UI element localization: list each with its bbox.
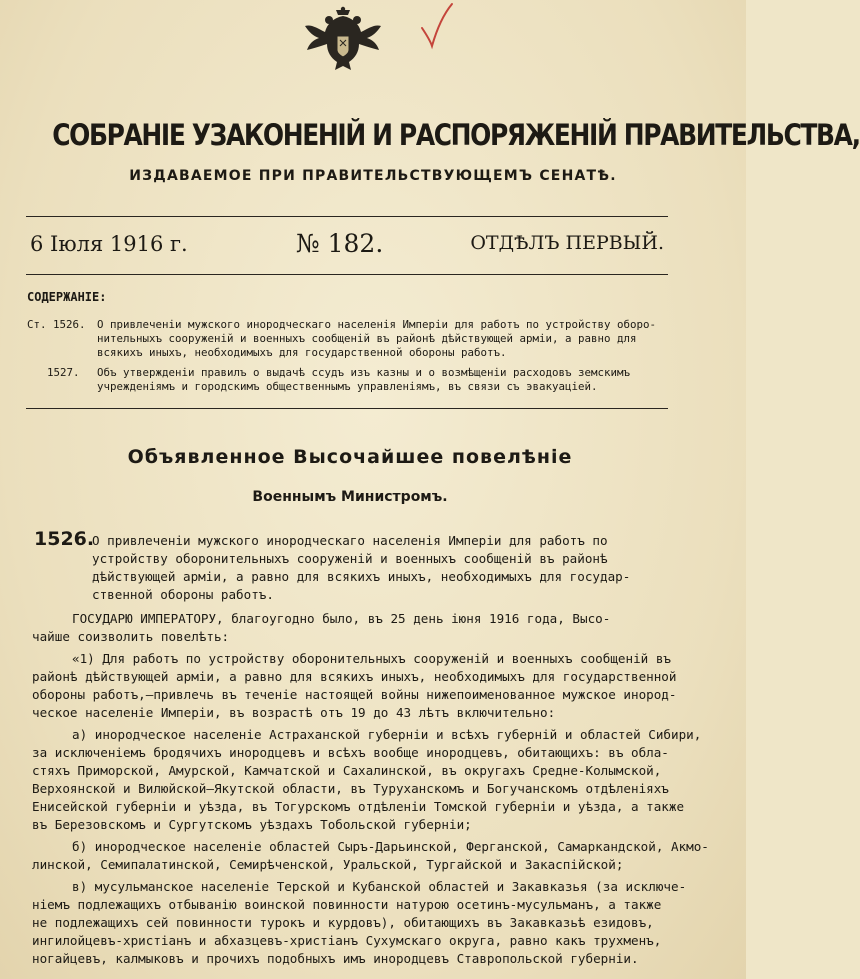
toc-item-number: 1527. (47, 366, 80, 379)
toc-item-text: нительныхъ сооруженій и военныхъ сообщеній въ районѣ дѣйствующей арміи, а равно для (97, 332, 637, 345)
issue-number: № 182. (296, 229, 384, 258)
article-title-line: О привлеченіи мужского инородческаго населенія Имперіи для работъ по (92, 533, 608, 548)
body-line: ингилойцевъ-христіанъ и абхазцевъ-христіанъ Сухумскаго округа, равно какъ трухменъ, (32, 933, 662, 948)
toc-item-text: всякихъ иныхъ, необходимыхъ для государственной обороны работъ. (97, 346, 507, 359)
checkmark-icon (418, 2, 458, 50)
toc-item-number: Ст. 1526. (27, 318, 86, 331)
body-line: Верхоянской и Вилюйской—Якутской области, въ Туруханскомъ и Богучанскомъ отдѣленіяхъ (32, 781, 669, 796)
body-line: Енисейской губерніи и уѣзда, въ Тогурскомъ отдѣленіи Томской губерніи и уѣзда, а также (32, 799, 685, 814)
article-title-line: ственной обороны работъ. (92, 587, 274, 602)
double-headed-eagle-icon (303, 6, 383, 72)
divider (26, 274, 668, 275)
toc-item (27, 318, 86, 332)
divider (26, 408, 668, 409)
body-line: ногайцевъ, калмыковъ и прочихъ подобныхъ имъ инородцевъ Ставропольской губерніи. (32, 951, 639, 966)
body-line: районѣ дѣйствующей арміи, а равно для всякихъ иныхъ, необходимыхъ для государственной (32, 669, 677, 684)
body-line: обороны работъ,—привлечь въ теченіе настоящей войны нижепоименованное мужское инород- (32, 687, 677, 702)
body-line: ГОСУДАРЮ ИМПЕРАТОРУ, благоугодно было, въ 25 день іюня 1916 года, Высо- (72, 611, 611, 626)
decree-subheading: Военнымъ Министромъ. (252, 489, 448, 505)
toc-item (47, 366, 80, 380)
body-line: чайше соизволить повелѣть: (32, 629, 230, 644)
body-line: линской, Семипалатинской, Семирѣченской, Уральской, Тургайской и Закаспійской; (32, 857, 624, 872)
article-number: 1526. (34, 528, 95, 550)
body-line: «1) Для работъ по устройству оборонительныхъ сооруженій и военныхъ сообщеній въ (72, 651, 671, 666)
body-line: стяхъ Приморской, Амурской, Камчатской и Сахалинской, въ округахъ Средне-Колымской, (32, 763, 662, 778)
collection-title: СОБРАНІЕ УЗАКОНЕНІЙ И РАСПОРЯЖЕНІЙ ПРАВИТЕЛЬСТВА, (52, 118, 860, 152)
body-line: не подлежащихъ сей повинности турокъ и курдовъ), обитающихъ въ Закавказьѣ езидовъ, (32, 915, 654, 930)
toc-item-text: учрежденіямъ и городскимъ общественнымъ управленіямъ, въ связи съ эвакуаціей. (97, 380, 598, 393)
issue-section: ОТДѢЛЪ ПЕРВЫЙ. (470, 232, 664, 254)
body-line: за исключеніемъ бродячихъ инородцевъ и всѣхъ вообще инородцевъ, обитающихъ: въ обла- (32, 745, 669, 760)
contents-heading: СОДЕРЖАНІЕ: (27, 290, 107, 304)
body-line: ніемъ подлежащихъ отбыванію воинской повинности натурою осетинъ-мусульманъ, а также (32, 897, 662, 912)
article-title-line: дѣйствующей арміи, а равно для всякихъ иныхъ, необходимыхъ для государ- (92, 569, 631, 584)
body-line: въ Березовскомъ и Сургутскомъ уѣздахъ Тобольской губерніи; (32, 817, 472, 832)
article-title-line: устройству оборонительныхъ сооруженій и военныхъ сообщеній въ районѣ (92, 551, 608, 566)
body-line: б) инородческое населеніе областей Сыръ-Дарьинской, Ферганской, Самаркандской, Акмо- (72, 839, 709, 854)
collection-subtitle: ИЗДАВАЕМОЕ ПРИ ПРАВИТЕЛЬСТВУЮЩЕМЪ СЕНАТѢ. (129, 168, 617, 184)
toc-item-text: Объ утвержденіи правилъ о выдачѣ ссудъ изъ казны и о возмѣщеніи расходовъ земскимъ (97, 366, 631, 379)
issue-date: 6 Іюля 1916 г. (30, 232, 188, 256)
body-line: а) инородческое населеніе Астраханской губерніи и всѣхъ губерній и областей Сибири, (72, 727, 702, 742)
divider (26, 216, 668, 217)
toc-item-text: О привлеченіи мужского инородческаго населенія Имперіи для работъ по устройству оборо- (97, 318, 657, 331)
body-line: в) мусульманское населеніе Терской и Кубанской областей и Закавказья (за исключе- (72, 879, 687, 894)
decree-heading: Объявленное Высочайшее повелѣніе (127, 446, 573, 468)
body-line: ческое населеніе Имперіи, въ возрастѣ отъ 19 до 43 лѣтъ включительно: (32, 705, 556, 720)
